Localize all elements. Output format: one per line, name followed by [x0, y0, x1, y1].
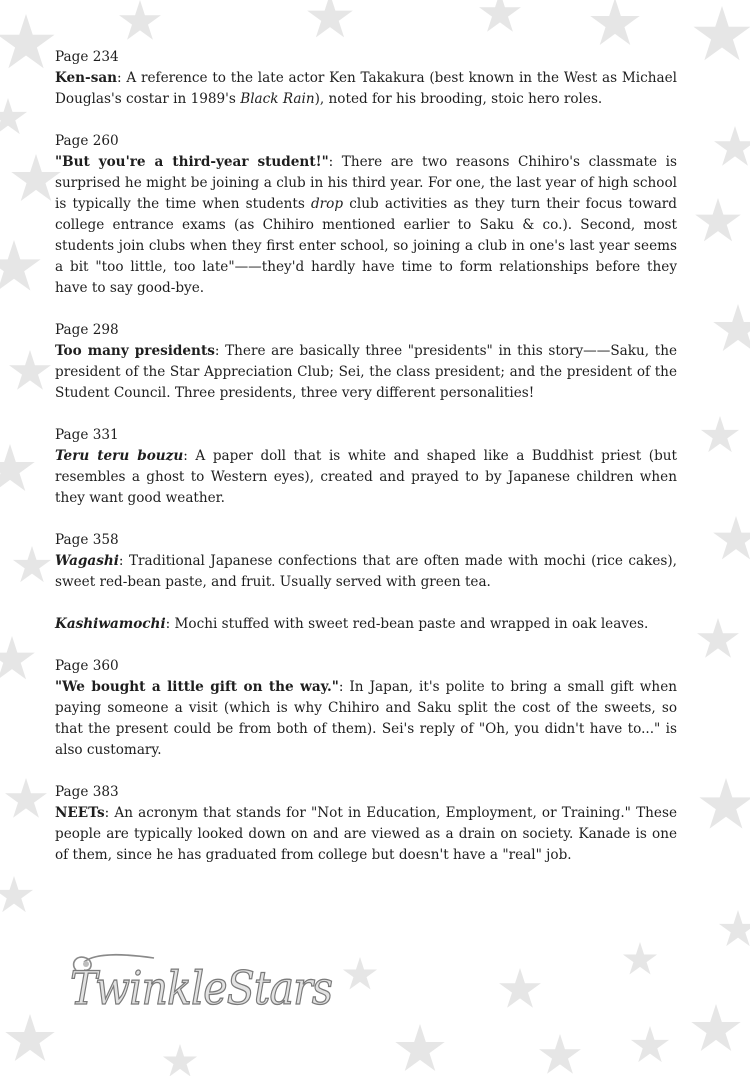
star-icon	[701, 416, 739, 452]
star-icon	[699, 778, 750, 829]
star-icon	[713, 304, 750, 351]
note-term: Kashiwamochi	[55, 616, 166, 632]
star-icon	[623, 942, 657, 975]
page-reference: Page 234	[55, 49, 119, 65]
star-icon	[713, 516, 750, 559]
note-entry	[55, 530, 677, 593]
star-icon	[714, 126, 750, 166]
page-reference: Page 360	[55, 658, 119, 674]
note-body: : There are basically three "presidents" in this story——Saku, the president of the Star Appreciation Club; Sei, the class president; and the president of the Student Council. Three presidents, three very different personalities!	[55, 343, 677, 401]
star-icon	[539, 1034, 581, 1074]
translation-notes	[55, 47, 677, 887]
note-text	[55, 677, 677, 761]
note-body: : Traditional Japanese confections that are often made with mochi (rice cakes), sweet red-bean paste, and fruit. Usually served with green tea.	[55, 553, 677, 590]
star-icon	[691, 1004, 740, 1051]
note-term: "But you're a third-year student!"	[55, 154, 329, 170]
note-body: : An acronym that stands for "Not in Education, Employment, or Training." These people are typically looked down on and are viewed as a drain on society. Kanade is one of them, since he has graduated from college but doesn't have a "real" job.	[55, 805, 677, 863]
star-icon	[695, 198, 741, 241]
note-entry	[55, 614, 677, 635]
note-term: NEETs	[55, 805, 105, 821]
page-reference: Page 358	[55, 532, 119, 548]
logo-text: TwinkleStars	[70, 961, 333, 1015]
star-icon	[343, 957, 377, 990]
star-icon	[163, 1044, 197, 1076]
star-icon	[11, 154, 60, 201]
star-icon	[631, 1026, 669, 1062]
note-italic: Black Rain	[240, 91, 315, 107]
twinkle-stars-logo	[66, 948, 338, 1018]
star-icon	[0, 444, 35, 491]
note-body: ), noted for his brooding, stoic hero roles.	[314, 91, 603, 107]
star-icon	[479, 0, 521, 32]
star-icon	[5, 1014, 54, 1061]
page-reference: Page 260	[55, 133, 119, 149]
note-entry	[55, 782, 677, 866]
note-entry	[55, 320, 677, 404]
note-term: "We bought a little gift on the way."	[55, 679, 339, 695]
note-text	[55, 446, 677, 509]
star-icon	[5, 778, 47, 818]
star-icon	[9, 350, 51, 390]
note-text	[55, 551, 677, 593]
note-term: Too many presidents	[55, 343, 215, 359]
note-body: : There are two reasons Chihiro's classmate is surprised he might be joining a club in his third year. For one, the last year of high school is typically the time when students	[55, 154, 677, 212]
star-icon	[499, 968, 541, 1008]
page-reference: Page 383	[55, 784, 119, 800]
star-icon	[395, 1024, 444, 1071]
note-text	[55, 614, 677, 635]
note-term: Wagashi	[55, 553, 119, 569]
star-icon	[697, 618, 739, 658]
star-icon	[693, 6, 750, 60]
page-reference: Page 331	[55, 427, 119, 443]
note-term: Teru teru bouzu	[55, 448, 184, 464]
star-icon	[13, 546, 51, 582]
star-icon	[119, 0, 161, 40]
star-icon	[0, 876, 33, 912]
star-icon	[0, 240, 41, 291]
note-text	[55, 152, 677, 299]
note-term: Ken-san	[55, 70, 118, 86]
note-body: : A reference to the late actor Ken Takakura (best known in the West as Michael Douglas's costar in 1989's	[55, 70, 677, 107]
star-icon	[719, 910, 750, 946]
note-entry	[55, 131, 677, 299]
star-icon	[0, 14, 55, 68]
note-entry	[55, 47, 677, 110]
star-icon	[0, 98, 27, 134]
note-text	[55, 68, 677, 110]
note-entry	[55, 425, 677, 509]
note-text	[55, 803, 677, 866]
note-entry	[55, 656, 677, 761]
note-body: club activities as they turn their focus toward college entrance exams (as Chihiro mentioned earlier to Saku & co.). Second, most students join clubs when they first enter school, so joining a club in one's last year seems a bit "too little, too late"——they'd hardly have time to form relationships before they have to say good-bye.	[55, 196, 678, 296]
star-icon	[590, 0, 639, 45]
note-body: : In Japan, it's polite to bring a small gift when paying someone a visit (which is why Chihiro and Saku split the cost of the sweets, so that the present could be from both of them). Sei's reply of "Oh, you didn't have to..." is also customary.	[55, 679, 677, 758]
note-body: : A paper doll that is white and shaped like a Buddhist priest (but resembles a ghost to Western eyes), created and prayed to by Japanese children when they want good weather.	[55, 448, 677, 506]
note-body: : Mochi stuffed with sweet red-bean paste and wrapped in oak leaves.	[165, 616, 649, 632]
star-icon	[307, 0, 353, 37]
page-reference: Page 298	[55, 322, 119, 338]
note-text	[55, 341, 677, 404]
note-italic: drop	[310, 196, 344, 212]
star-icon	[0, 636, 35, 679]
